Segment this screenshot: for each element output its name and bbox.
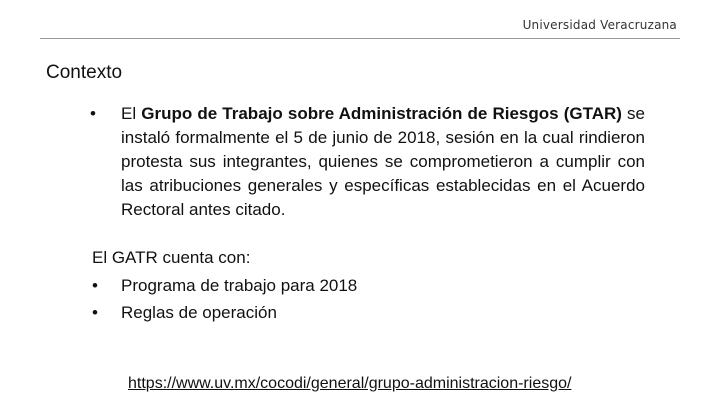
context-bullet: [90, 102, 645, 222]
bullet-icon: •: [92, 276, 98, 295]
list-item: [92, 299, 357, 326]
reference-link[interactable]: https://www.uv.mx/cocodi/general/grupo-administracion-riesgo/: [128, 375, 572, 392]
gatr-intro: El GATR cuenta con:: [92, 248, 251, 267]
gatr-items-list: [92, 272, 357, 326]
university-logo: Universidad Veracruzana: [522, 18, 677, 32]
slide-title: Contexto: [46, 62, 123, 83]
group-name: Grupo de Trabajo sobre Administración de Riesgos (GTAR): [141, 104, 622, 123]
paragraph-prefix: El: [121, 104, 142, 123]
paragraph-rest: se instaló formalmente el 5 de junio de 2018, sesión en la cual rindieron protesta sus integrantes, quienes se comprometieron a cumplir con las atribuciones generales y específicas establecidas en el Acuerdo Rectoral antes citado.: [121, 104, 645, 219]
bullet-icon: •: [90, 104, 96, 123]
context-paragraph: [121, 102, 645, 222]
list-item: [92, 272, 357, 299]
bullet-icon: •: [92, 303, 98, 322]
header-divider: [40, 38, 680, 39]
list-item-label: Reglas de operación: [121, 303, 277, 322]
list-item-label: Programa de trabajo para 2018: [121, 276, 358, 295]
